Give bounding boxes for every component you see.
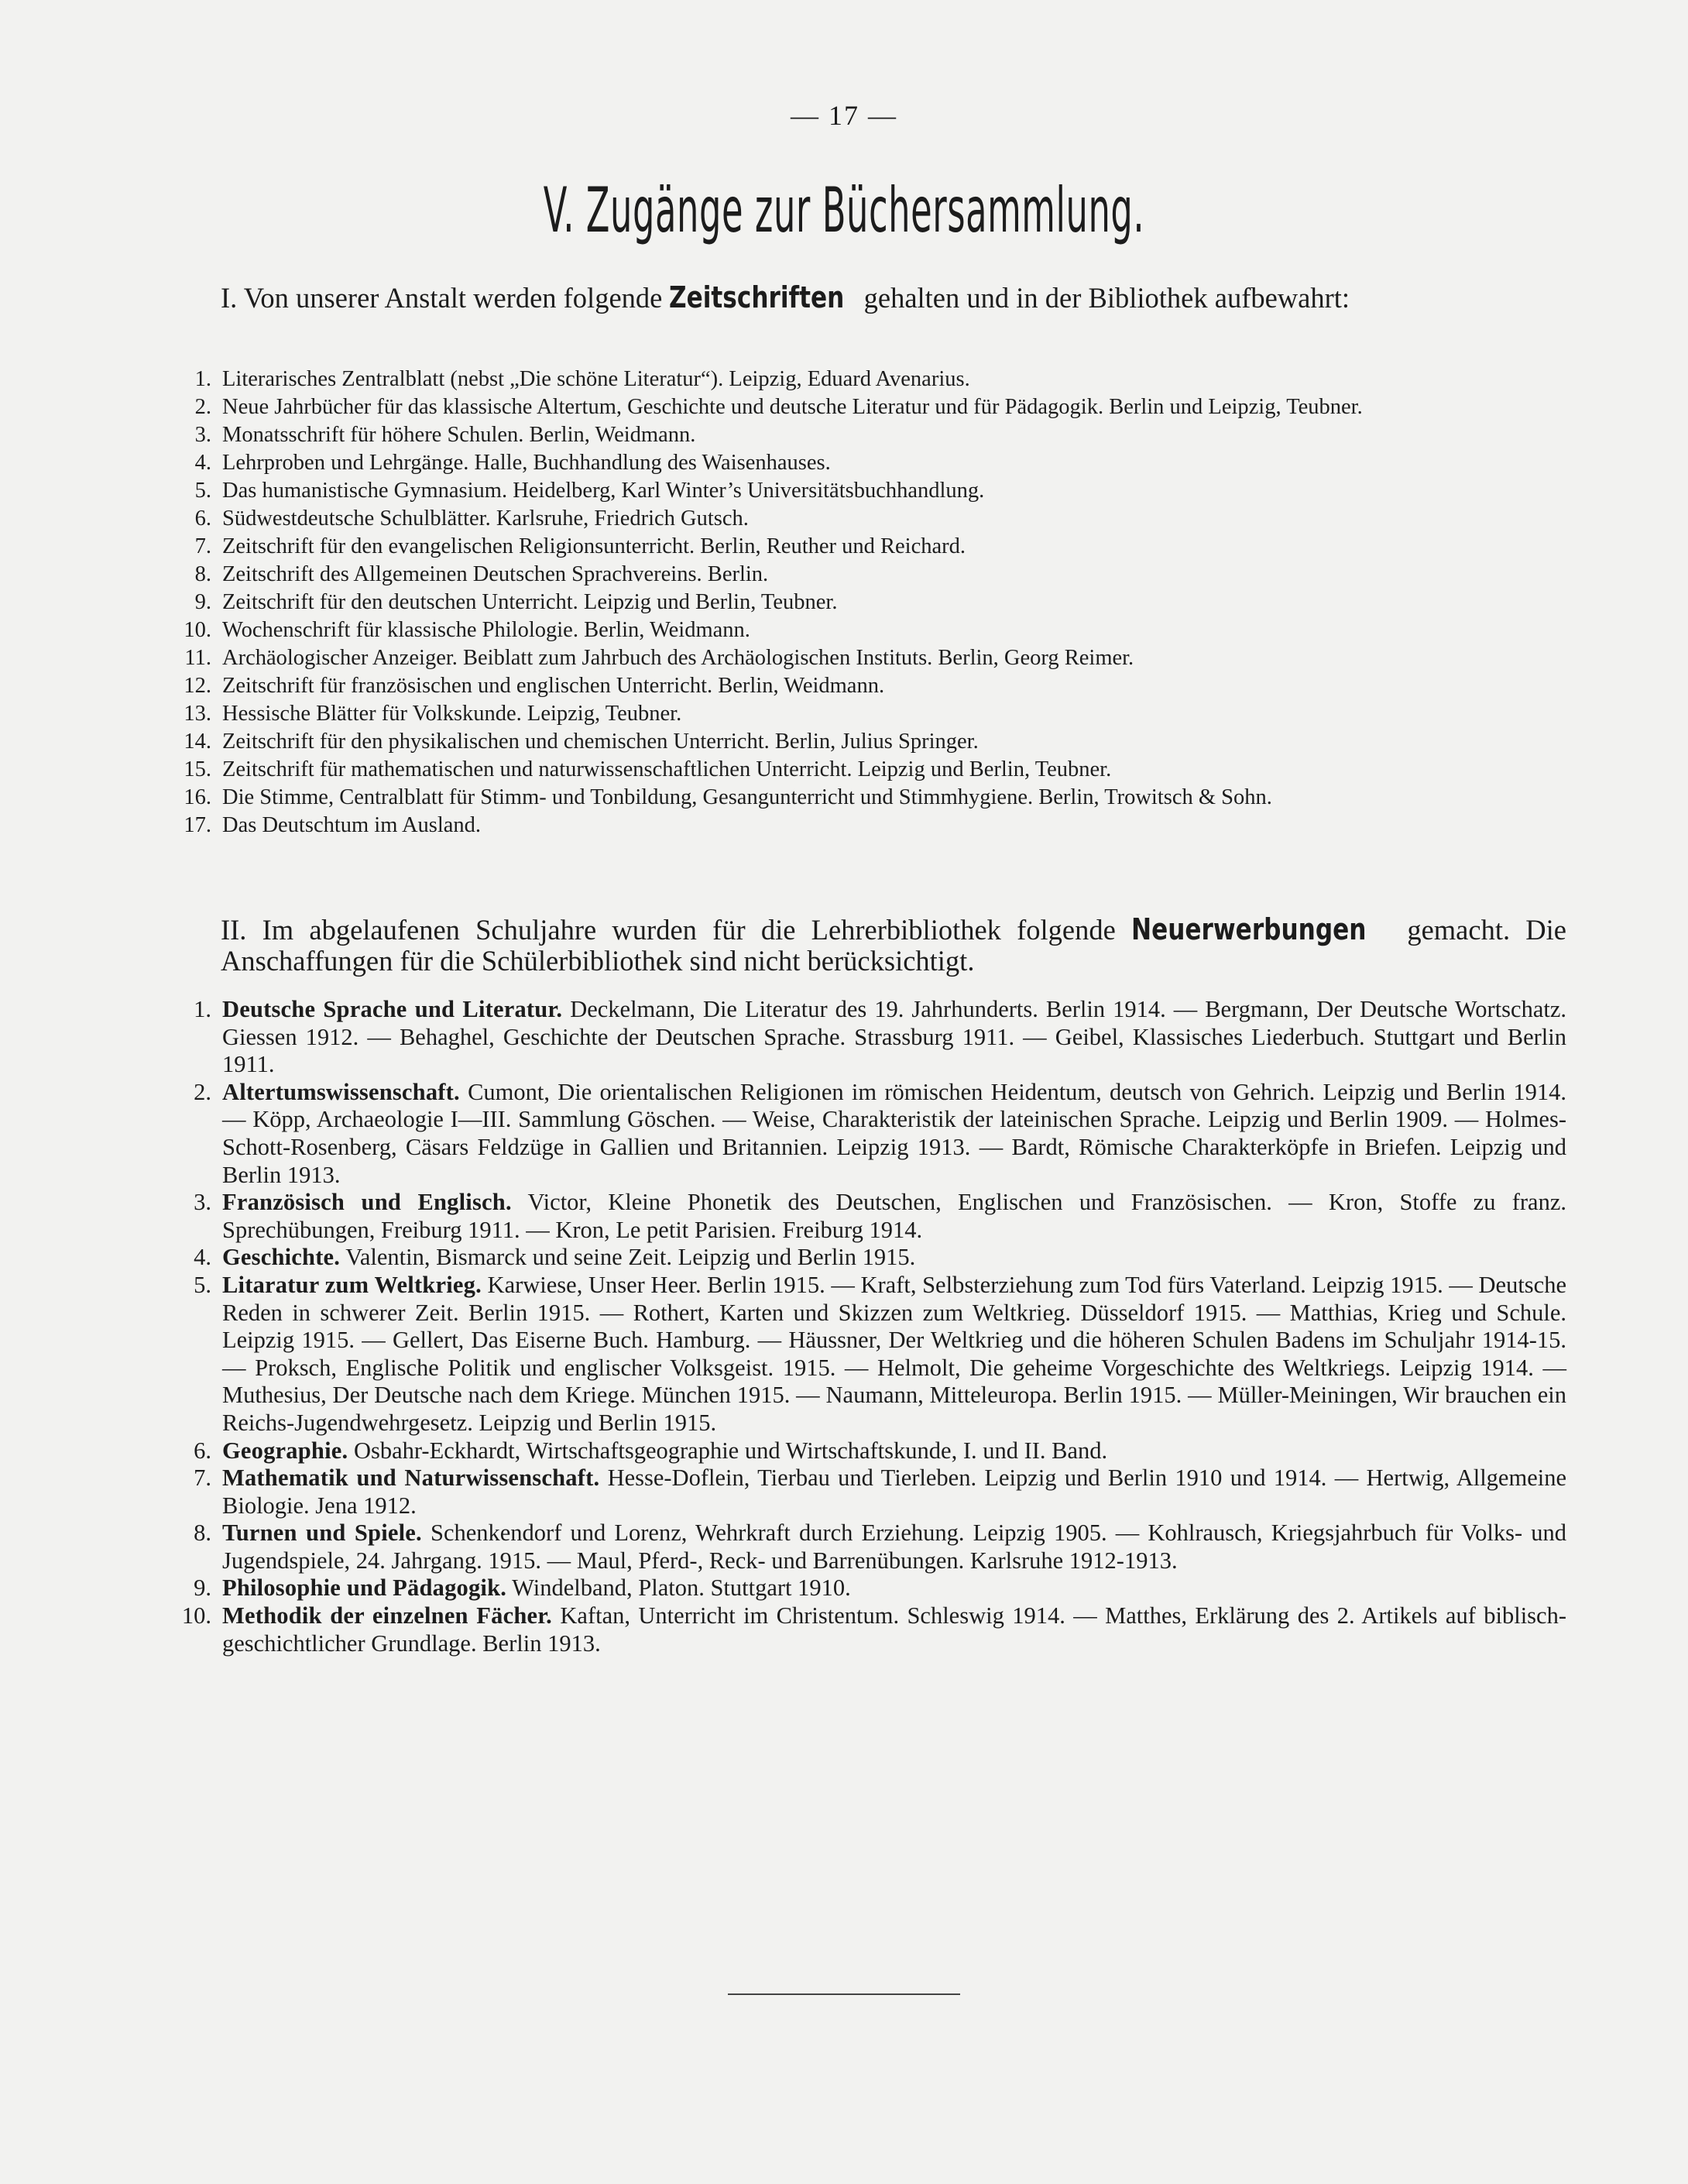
item-text: Victor, Kleine Phonetik des Deutschen, Englischen und Französischen. — Kron, Stoffe zu franz. Sprechübungen, Freiburg 1911. — Kron, Le petit Parisien. Freiburg 1914.: [222, 1189, 1566, 1243]
periodical-item: [103, 616, 1566, 644]
item-number: 6.: [194, 1437, 211, 1464]
item-text: Die Stimme, Centralblatt für Stimm- und Tonbildung, Gesangunterricht und Stimmhygiene. Berlin, Trowitsch & Sohn.: [222, 785, 1272, 809]
page-number: — 17 —: [791, 100, 897, 131]
periodical-item: [103, 756, 1566, 784]
periodical-item: [103, 477, 1566, 505]
item-text: Das Deutschtum im Ausland.: [222, 813, 482, 837]
item-text: Zeitschrift für den deutschen Unterricht. Leipzig und Berlin, Teubner.: [222, 590, 838, 614]
item-text: Zeitschrift für den physikalischen und chemischen Unterricht. Berlin, Julius Springer.: [222, 730, 979, 754]
section2-intro: [103, 914, 1566, 977]
item-number: 17.: [184, 813, 211, 837]
acquisition-item: [103, 1189, 1566, 1244]
periodical-item: [103, 589, 1566, 616]
section1-keyword: Zeitschriften: [669, 280, 845, 314]
item-number: 8.: [194, 562, 211, 586]
item-text: Das humanistische Gymnasium. Heidelberg, Karl Winter’s Universitätsbuchhandlung.: [222, 479, 985, 503]
item-text: Zeitschrift des Allgemeinen Deutschen Sprachvereins. Berlin.: [222, 562, 769, 586]
section1-intro-rest: gehalten und in der Bibliothek aufbewahrt:: [863, 282, 1350, 314]
item-text: Archäologischer Anzeiger. Beiblatt zum Jahrbuch des Archäologischen Instituts. Berlin, Georg Reimer.: [222, 646, 1134, 670]
periodical-item: [103, 672, 1566, 700]
item-text: Valentin, Bismarck und seine Zeit. Leipzig und Berlin 1915.: [345, 1244, 916, 1271]
section1-intro-text: I. Von unserer Anstalt werden folgende: [221, 282, 663, 314]
item-heading: Altertumswissenschaft.: [222, 1078, 460, 1105]
item-heading: Turnen und Spiele.: [222, 1520, 422, 1547]
acquisition-item: [103, 1437, 1566, 1465]
periodical-item: [103, 366, 1566, 393]
item-number: 3.: [194, 423, 211, 447]
item-number: 2.: [194, 395, 211, 419]
item-number: 11.: [184, 646, 211, 670]
item-number: 6.: [194, 507, 211, 531]
periodical-item: [103, 533, 1566, 561]
item-number: 5.: [194, 479, 211, 503]
item-number: 9.: [194, 1574, 211, 1602]
item-number: 1.: [194, 367, 211, 391]
page-title: V. Zugänge zur Büchersammlung.: [543, 174, 1145, 246]
item-number: 4.: [194, 1244, 211, 1271]
item-text: Zeitschrift für französischen und englischen Unterricht. Berlin, Weidmann.: [222, 674, 885, 698]
item-heading: Französisch und Englisch.: [222, 1189, 512, 1216]
item-text: Neue Jahrbücher für das klassische Altertum, Geschichte und deutsche Literatur und für Pädagogik. Berlin und Leipzig, Teubner.: [222, 395, 1363, 419]
item-number: 12.: [184, 674, 211, 698]
item-text: Karwiese, Unser Heer. Berlin 1915. — Kraft, Selbsterziehung zum Tod fürs Vaterland. Leipzig 1915. — Deutsche Reden in schwerer Zeit. Berlin 1915. — Rothert, Karten und Skizzen zum Weltkrieg. Düsseldorf 1915. — Matthias, Krieg und Schule. Leipzig 1915. — Gellert, Das Eiserne Buch. Hamburg. — Häussner, Der Weltkrieg und die höheren Schulen Badens im Schuljahr 1914-15. — Proksch, Englische Politik und englischer Volksgeist. 1915. — Helmolt, Die geheime Vorgeschichte des Weltkriegs. Leipzig 1914. — Muthesius, Der Deutsche nach dem Kriege. München 1915. — Naumann, Mitteleuropa. Berlin 1915. — Müller-Meiningen, Wir brauchen ein Reichs-Jugendwehrgesetz. Leipzig und Berlin 1915.: [222, 1271, 1566, 1436]
item-text: Windelband, Platon. Stuttgart 1910.: [512, 1574, 851, 1602]
acquisition-item: [103, 1520, 1566, 1574]
periodical-item: [103, 728, 1566, 756]
item-heading: Litaratur zum Weltkrieg.: [222, 1271, 482, 1298]
item-text: Südwestdeutsche Schulblätter. Karlsruhe, Friedrich Gutsch.: [222, 507, 749, 531]
item-number: 10.: [181, 1602, 211, 1629]
item-number: 1.: [194, 996, 211, 1022]
item-heading: Deutsche Sprache und Literatur.: [222, 996, 563, 1022]
item-text: Hessische Blätter für Volkskunde. Leipzig, Teubner.: [222, 702, 682, 726]
item-number: 13.: [184, 702, 211, 726]
item-text: Wochenschrift für klassische Philologie. Berlin, Weidmann.: [222, 618, 750, 642]
item-heading: Geographie.: [222, 1437, 348, 1464]
item-text: Hesse-Doflein, Tierbau und Tierleben. Leipzig und Berlin 1910 und 1914. — Hertwig, Allgemeine Biologie. Jena 1912.: [222, 1465, 1566, 1519]
acquisition-item: [103, 1465, 1566, 1520]
periodical-item: [103, 449, 1566, 477]
item-text: Literarisches Zentralblatt (nebst „Die schöne Literatur“). Leipzig, Eduard Avenarius.: [222, 367, 970, 391]
acquisition-item: [103, 1602, 1566, 1657]
section2-intro-text: II. Im abgelaufenen Schuljahre wurden für die Lehrerbibliothek folgende: [221, 914, 1116, 946]
periodical-item: [103, 505, 1566, 533]
item-number: 5.: [194, 1271, 211, 1298]
item-number: 10.: [184, 618, 211, 642]
item-text: Osbahr-Eckhardt, Wirtschaftsgeographie und Wirtschaftskunde, I. und II. Band.: [353, 1437, 1108, 1464]
item-number: 14.: [184, 730, 211, 754]
acquisition-item: [103, 1244, 1566, 1272]
item-heading: Geschichte.: [222, 1244, 341, 1271]
item-number: 15.: [184, 757, 211, 781]
item-number: 3.: [194, 1189, 211, 1216]
item-text: Schenkendorf und Lorenz, Wehrkraft durch Erziehung. Leipzig 1905. — Kohlrausch, Kriegsjahrbuch für Volks- und Jugendspiele, 24. Jahrgang. 1915. — Maul, Pferd-, Reck- und Barrenübungen. Karlsruhe 1912-1913.: [222, 1520, 1566, 1574]
item-text: Kaftan, Unterricht im Christentum. Schleswig 1914. — Matthes, Erklärung des 2. Artikels auf biblisch-geschichtlicher Grundlage. Berlin 1913.: [222, 1602, 1566, 1657]
acquisition-item: [103, 996, 1566, 1079]
acquisitions-list: [103, 996, 1566, 1657]
item-number: 8.: [194, 1520, 211, 1547]
item-number: 7.: [194, 534, 211, 558]
item-heading: Philosophie und Pädagogik.: [222, 1574, 507, 1602]
section2-intro-rest: gemacht. Die Anschaffungen für die Schülerbibliothek sind nicht berücksichtigt.: [221, 914, 1566, 977]
item-text: Zeitschrift für mathematischen und naturwissenschaftlichen Unterricht. Leipzig und Berlin, Teubner.: [222, 757, 1112, 781]
item-heading: Mathematik und Naturwissenschaft.: [222, 1465, 600, 1492]
item-number: 9.: [194, 590, 211, 614]
item-text: Zeitschrift für den evangelischen Religionsunterricht. Berlin, Reuther und Reichard.: [222, 534, 966, 558]
periodical-item: [103, 561, 1566, 589]
item-text: Deckelmann, Die Literatur des 19. Jahrhunderts. Berlin 1914. — Bergmann, Der Deutsche Wortschatz. Giessen 1912. — Behaghel, Geschichte der Deutschen Sprache. Strassburg 1911. — Geibel, Klassisches Liederbuch. Stuttgart und Berlin 1911.: [222, 996, 1566, 1078]
item-text: Cumont, Die orientalischen Religionen im römischen Heidentum, deutsch von Gehrich. Leipzig und Berlin 1914. — Köpp, Archaeologie I—III. Sammlung Göschen. — Weise, Charakteristik der lateinischen Sprache. Leipzig und Berlin 1909. — Holmes-Schott-Rosenberg, Cäsars Feldzüge in Gallien und Britannien. Leipzig 1913. — Bardt, Römische Charakterköpfe in Briefen. Leipzig und Berlin 1913.: [222, 1078, 1567, 1188]
periodical-item: [103, 421, 1566, 449]
periodical-item: [103, 644, 1566, 672]
item-number: 4.: [194, 451, 211, 475]
closing-rule: [728, 1993, 960, 1995]
item-text: Lehrproben und Lehrgänge. Halle, Buchhandlung des Waisenhauses.: [222, 451, 831, 475]
periodical-item: [103, 700, 1566, 728]
acquisition-item: [103, 1574, 1566, 1602]
item-number: 16.: [184, 785, 211, 809]
periodical-item: [103, 784, 1566, 812]
item-number: 2.: [194, 1078, 211, 1105]
acquisition-item: [103, 1272, 1566, 1437]
item-number: 7.: [194, 1465, 211, 1492]
item-heading: Methodik der einzelnen Fächer.: [222, 1602, 552, 1629]
section1-intro: [103, 282, 1566, 314]
item-text: Monatsschrift für höhere Schulen. Berlin, Weidmann.: [222, 423, 696, 447]
periodical-item: [103, 812, 1566, 840]
acquisition-item: [103, 1079, 1566, 1189]
periodical-item: [103, 393, 1566, 421]
periodicals-list: [103, 366, 1566, 840]
section2-keyword: Neuerwerbungen: [1131, 912, 1367, 946]
